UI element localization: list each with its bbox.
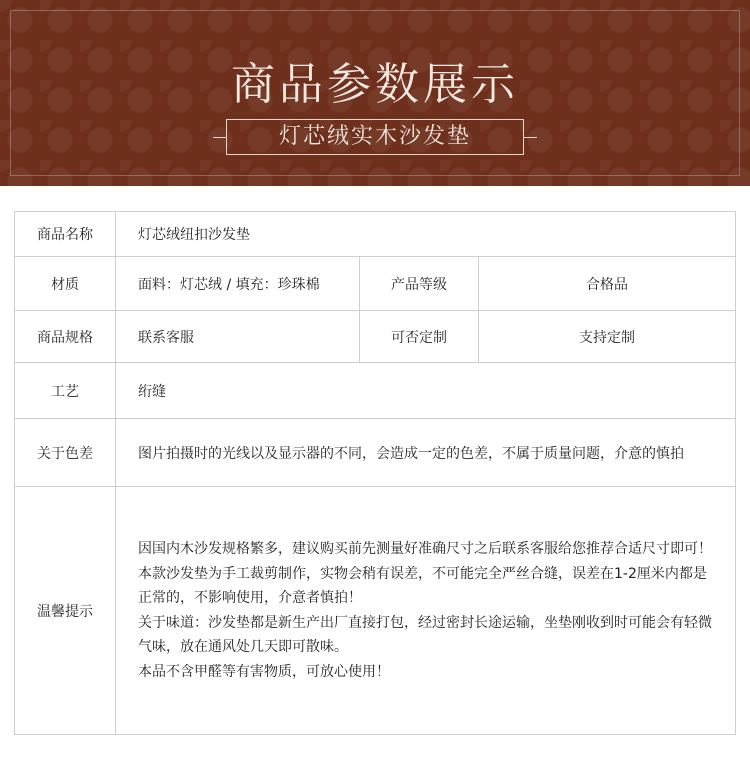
table-row: [15, 487, 736, 735]
table-row: [15, 257, 736, 311]
material-label: 材质: [15, 257, 116, 311]
custom-value: 支持定制: [479, 311, 736, 363]
tips-line: 因国内木沙发规格繁多，建议购买前先测量好准确尺寸之后联系客服给您推荐合适尺寸即可！本款沙发垫为手工裁剪制作，实物会稍有误差，不可能完全严丝合缝，误差在1-2厘米内都是正常的，不影响使用，介意者慎拍！: [138, 541, 712, 606]
tips-label: 温馨提示: [15, 487, 116, 735]
banner-subtitle: 灯芯绒实木沙发垫: [278, 124, 471, 149]
table-row: [15, 363, 736, 419]
craft-label: 工艺: [15, 363, 116, 419]
color-label: 关于色差: [15, 419, 116, 487]
color-value: 图片拍摄时的光线以及显示器的不同，会造成一定的色差，不属于质量问题，介意的慎拍: [116, 419, 736, 487]
table-row: [15, 419, 736, 487]
tips-line: 本品不含甲醛等有害物质，可放心使用！: [138, 663, 390, 680]
header-banner: [0, 0, 750, 186]
material-value: 面料：灯芯绒 / 填充：珍珠棉: [116, 257, 360, 311]
table-row: [15, 311, 736, 363]
name-label: 商品名称: [15, 212, 116, 257]
grade-label: 产品等级: [360, 257, 479, 311]
params-table: [14, 211, 736, 735]
craft-value: 绗缝: [116, 363, 736, 419]
tips-line: 关于味道：沙发垫都是新生产出厂直接打包，经过密封长途运输，坐垫刚收到时可能会有轻微气味，放在通风处几天即可散味。: [138, 614, 712, 655]
spec-label: 商品规格: [15, 311, 116, 363]
tips-content: [116, 487, 736, 735]
grade-value: 合格品: [479, 257, 736, 311]
custom-label: 可否定制: [360, 311, 479, 363]
table-row: [15, 212, 736, 257]
spec-value: 联系客服: [116, 311, 360, 363]
name-value: 灯芯绒纽扣沙发垫: [116, 212, 736, 257]
banner-title: 商品参数展示: [231, 59, 519, 110]
